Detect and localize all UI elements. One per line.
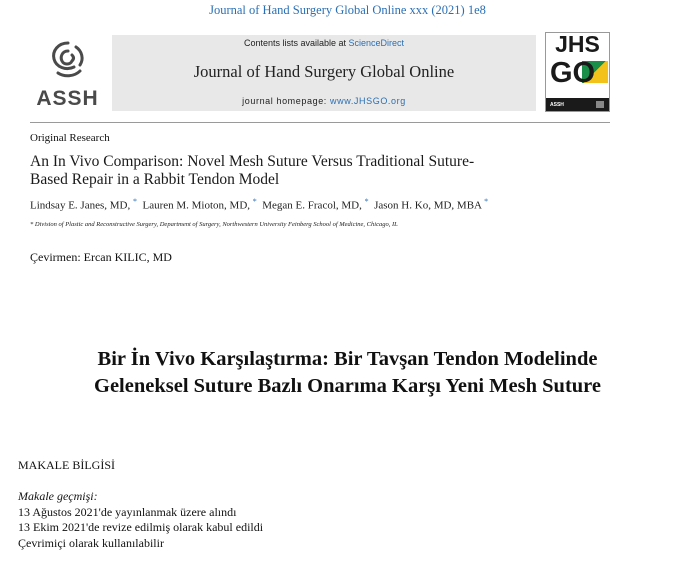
assh-swirl-icon — [46, 37, 90, 79]
affiliation-mark[interactable]: * — [484, 197, 489, 206]
journal-citation[interactable]: Journal of Hand Surgery Global Online xxx (2021) 1e8 — [209, 3, 486, 17]
article-title-line-1: An In Vivo Comparison: Novel Mesh Suture Versus Traditional Suture- — [30, 153, 475, 170]
affiliation-mark[interactable]: * — [252, 197, 257, 206]
affiliation-mark[interactable]: * — [364, 197, 369, 206]
article-title — [30, 153, 630, 189]
assh-wordmark: ASSH — [36, 87, 99, 110]
journal-cover — [545, 32, 610, 112]
contents-prefix: Contents lists available at — [243, 38, 349, 48]
homepage-prefix: journal homepage: — [242, 96, 331, 106]
author-name[interactable]: Lindsay E. Janes, MD, — [30, 199, 131, 212]
cover-barcode-icon — [596, 101, 604, 108]
translator-credit: Çevirmen: Ercan KILIC, MD — [30, 250, 172, 264]
header-divider — [30, 122, 610, 123]
contents-line — [112, 38, 536, 48]
homepage-line — [112, 96, 536, 106]
affiliation-mark[interactable]: * — [132, 197, 137, 206]
history-item: 13 Ekim 2021'de revize edilmiş olarak kabul edildi — [18, 520, 264, 534]
translated-title-line-1: Bir İn Vivo Karşılaştırma: Bir Tavşan Tendon Modelinde — [97, 348, 598, 370]
cover-jhs-text: JHS — [555, 32, 600, 57]
article-history — [18, 489, 263, 551]
author-name[interactable]: Jason H. Ko, MD, MBA — [374, 199, 482, 212]
history-label: Makale geçmişi: — [18, 489, 98, 503]
homepage-link[interactable]: www.JHSGO.org — [330, 96, 406, 106]
translated-title-line-2: Geleneksel Suture Bazlı Onarıma Karşı Yeni Mesh Suture — [94, 375, 601, 397]
journal-title: Journal of Hand Surgery Global Online — [193, 62, 455, 81]
author-list — [30, 197, 488, 212]
article-info-heading: MAKALE BİLGİSİ — [18, 458, 115, 472]
history-item: 13 Ağustos 2021'de yayınlanmak üzere alındı — [18, 504, 237, 519]
translated-title — [0, 346, 695, 400]
author-affiliation: * Division of Plastic and Reconstructive Surgery, Department of Surgery, Northwestern University Feinberg School of Medicine, Chicago, IL — [30, 221, 398, 228]
article-title-line-2: Based Repair in a Rabbit Tendon Model — [30, 171, 280, 188]
cover-footer — [546, 98, 609, 111]
sciencedirect-link[interactable]: ScienceDirect — [348, 38, 405, 48]
cover-go-text: GO — [550, 57, 596, 89]
assh-logo — [30, 35, 105, 111]
author-name[interactable]: Lauren M. Mioton, MD, — [142, 199, 251, 212]
cover-assh-text: ASSH — [550, 102, 564, 108]
history-item: Çevrimiçi olarak kullanılabilir — [18, 535, 164, 550]
journal-header — [112, 35, 536, 111]
author-name[interactable]: Megan E. Fracol, MD, — [262, 199, 362, 212]
article-type: Original Research — [30, 132, 110, 144]
